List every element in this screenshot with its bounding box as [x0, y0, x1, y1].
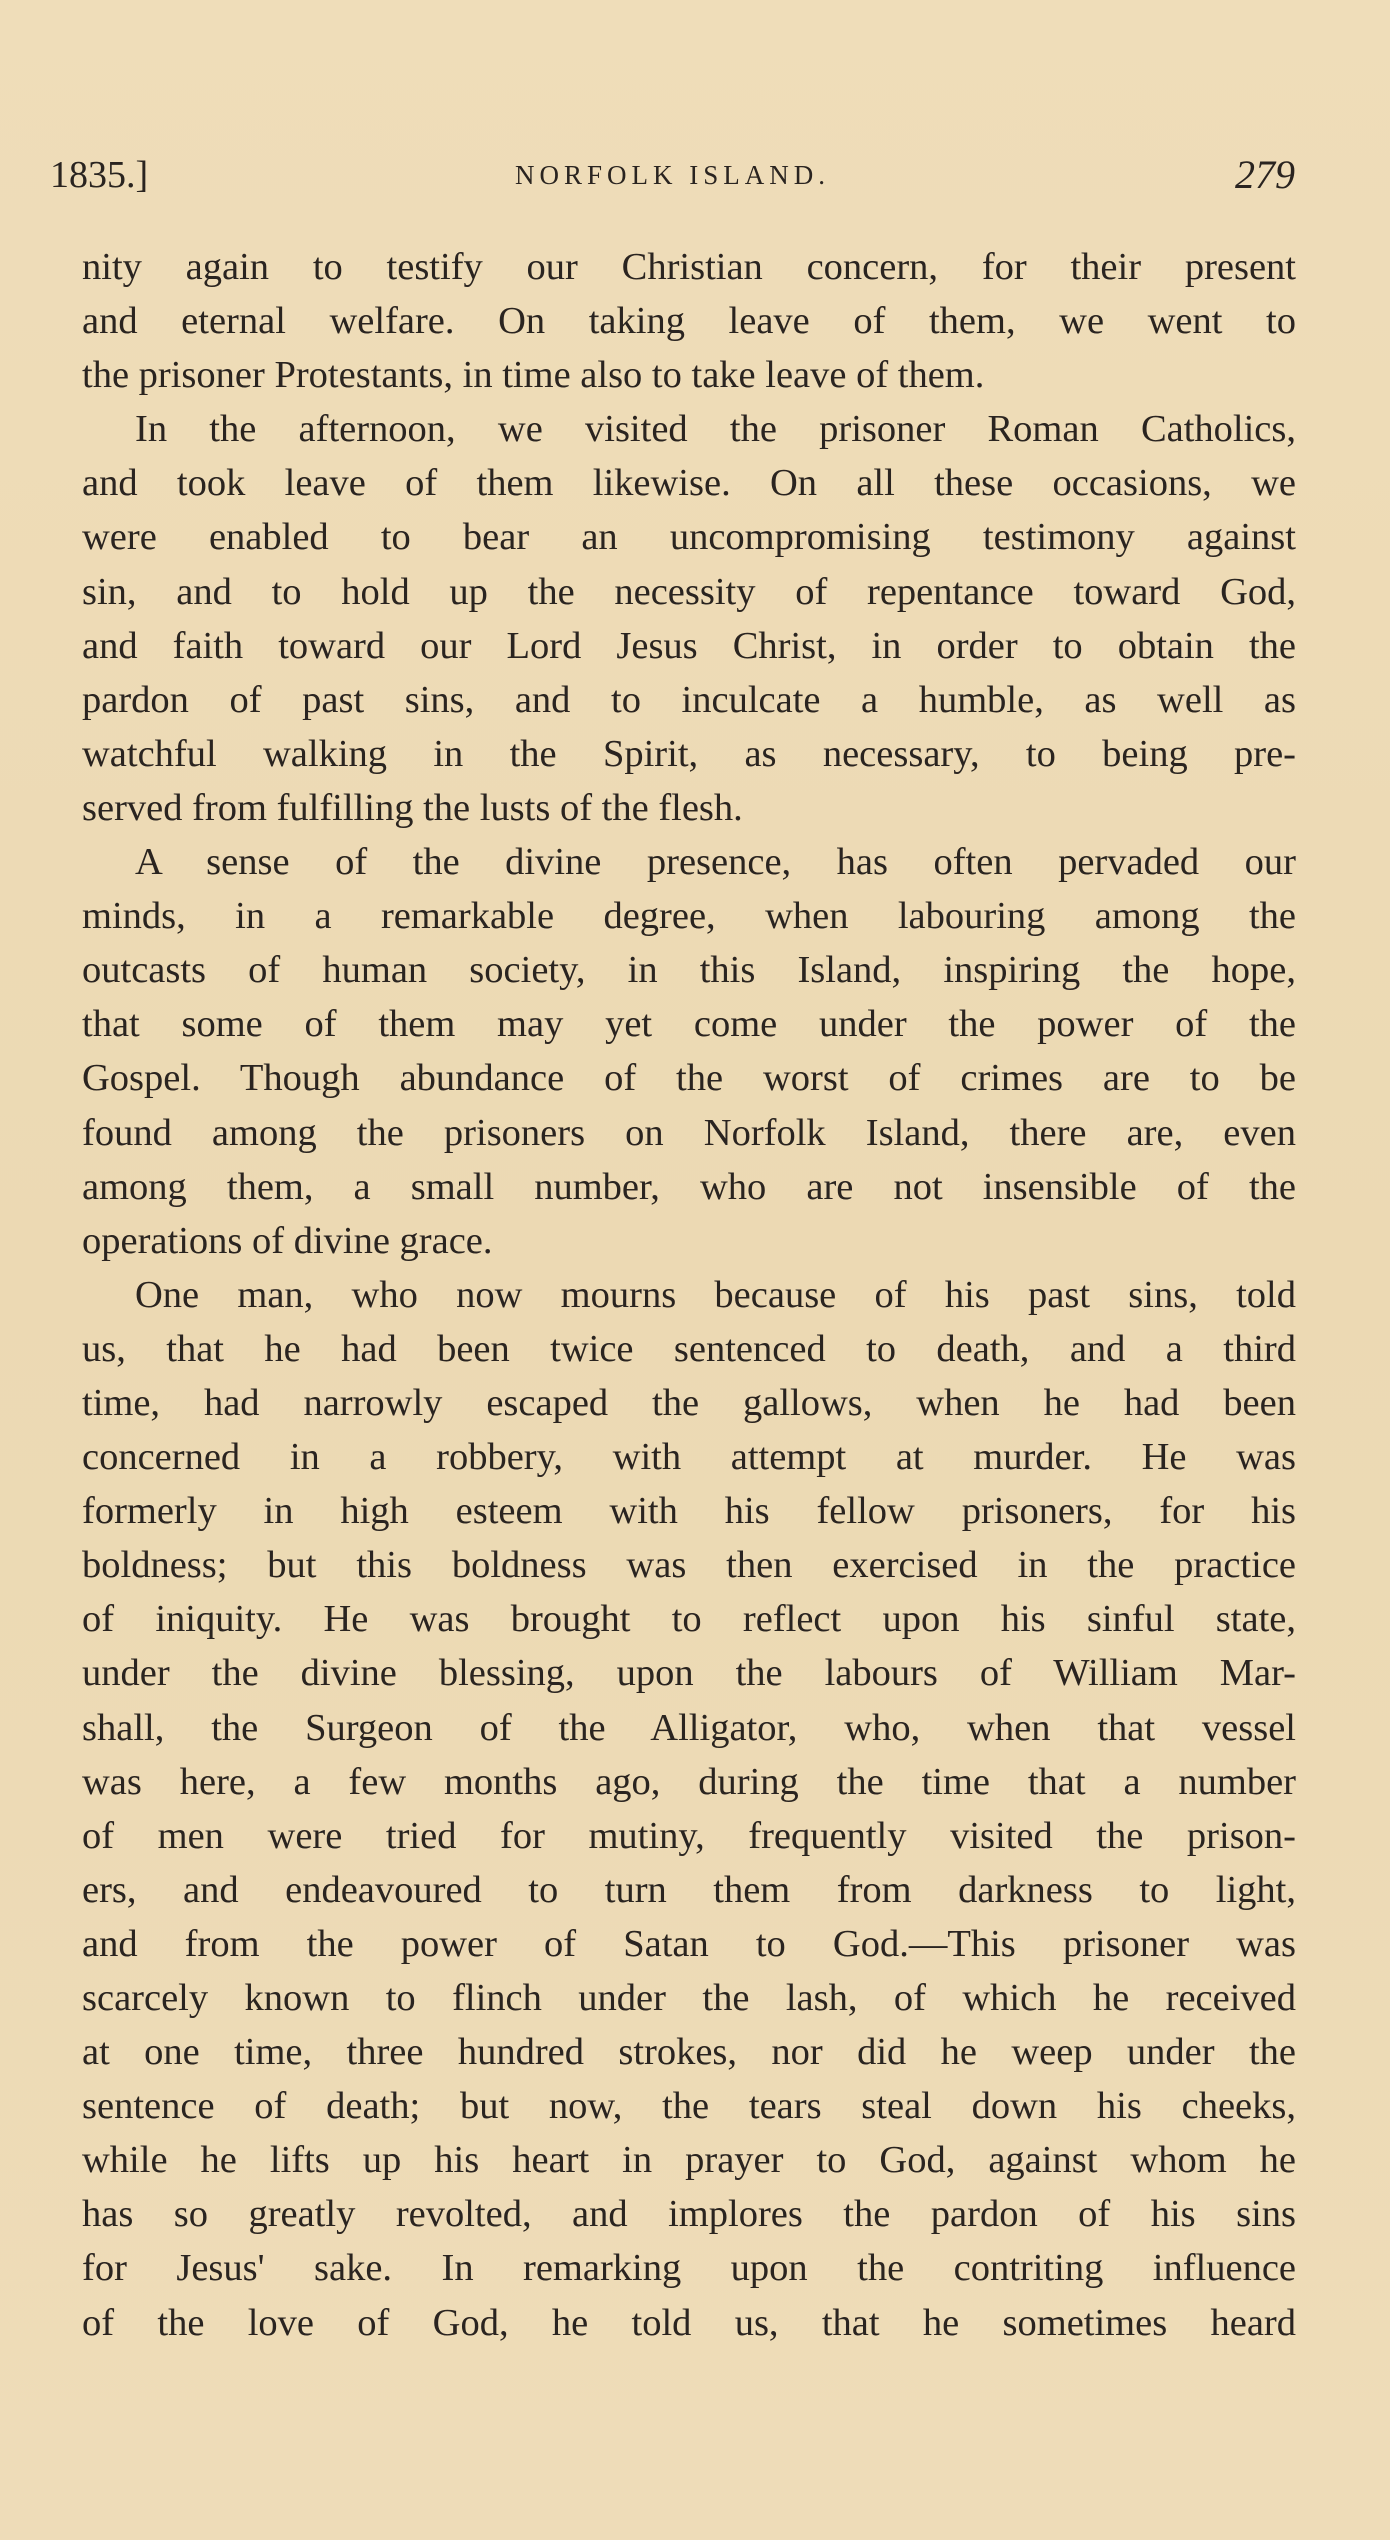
text-line: among them, a small number, who are not insensible of the	[82, 1165, 1296, 1208]
text-line: A sense of the divine presence, has often pervaded our	[135, 841, 1296, 884]
text-line: scarcely known to flinch under the lash, of which he received	[82, 1977, 1296, 2019]
text-line: of men were tried for mutiny, frequently visited the prison-	[82, 1814, 1296, 1857]
text-line: outcasts of human society, in this Island, inspiring the hope,	[82, 949, 1296, 992]
text-line: operations of divine grace.	[82, 1219, 493, 1262]
text-line: shall, the Surgeon of the Alligator, who, when that vessel	[82, 1706, 1296, 1749]
text-line: that some of them may yet come under the power of the	[82, 1003, 1296, 1046]
body-text	[82, 240, 1296, 2350]
text-line: at one time, three hundred strokes, nor did he weep under the	[82, 2031, 1296, 2074]
text-line: nity again to testify our Christian concern, for their present	[82, 246, 1296, 288]
text-line: of the love of God, he told us, that he sometimes heard	[82, 2301, 1296, 2344]
text-line: pardon of past sins, and to inculcate a humble, as well as	[82, 678, 1296, 721]
header-title: NORFOLK ISLAND.	[514, 160, 830, 190]
text-line: boldness; but this boldness was then exercised in the practice	[82, 1544, 1296, 1587]
running-head	[50, 150, 1295, 200]
text-line: the prisoner Protestants, in time also to take leave of them.	[82, 354, 985, 397]
text-line: sin, and to hold up the necessity of repentance toward God,	[82, 570, 1296, 613]
text-line: minds, in a remarkable degree, when labouring among the	[82, 895, 1296, 938]
text-line: and faith toward our Lord Jesus Christ, in order to obtain the	[82, 624, 1296, 667]
text-line: One man, who now mourns because of his past sins, told	[135, 1273, 1296, 1316]
text-line: In the afternoon, we visited the prisoner Roman Catholics,	[135, 408, 1296, 451]
text-line: for Jesus' sake. In remarking upon the contriting influence	[82, 2247, 1296, 2290]
text-line: has so greatly revolted, and implores the pardon of his sins	[82, 2193, 1296, 2236]
text-line: Gospel. Though abundance of the worst of crimes are to be	[82, 1057, 1296, 1100]
text-line: sentence of death; but now, the tears steal down his cheeks,	[82, 2085, 1296, 2128]
text-line: ers, and endeavoured to turn them from darkness to light,	[82, 1868, 1296, 1911]
text-line: and took leave of them likewise. On all these occasions, we	[82, 462, 1296, 505]
text-line: was here, a few months ago, during the time that a number	[82, 1760, 1296, 1803]
text-line: found among the prisoners on Norfolk Island, there are, even	[82, 1111, 1296, 1154]
text-line: formerly in high esteem with his fellow prisoners, for his	[82, 1490, 1296, 1533]
text-line: were enabled to bear an uncompromising testimony against	[82, 516, 1296, 559]
page-number: 279	[1235, 152, 1295, 197]
header-year: 1835.]	[50, 154, 149, 196]
text-line: us, that he had been twice sentenced to death, and a third	[82, 1327, 1296, 1370]
text-line: and from the power of Satan to God.—This prisoner was	[82, 1922, 1296, 1965]
text-line: under the divine blessing, upon the labours of William Mar-	[82, 1652, 1296, 1695]
text-line: of iniquity. He was brought to reflect upon his sinful state,	[82, 1598, 1296, 1641]
text-line: concerned in a robbery, with attempt at murder. He was	[82, 1436, 1296, 1479]
text-line: and eternal welfare. On taking leave of them, we went to	[82, 300, 1296, 343]
text-line: watchful walking in the Spirit, as necessary, to being pre-	[82, 732, 1296, 775]
text-line: while he lifts up his heart in prayer to God, against whom he	[82, 2139, 1296, 2182]
text-line: served from fulfilling the lusts of the flesh.	[82, 786, 743, 829]
text-line: time, had narrowly escaped the gallows, when he had been	[82, 1381, 1296, 1424]
